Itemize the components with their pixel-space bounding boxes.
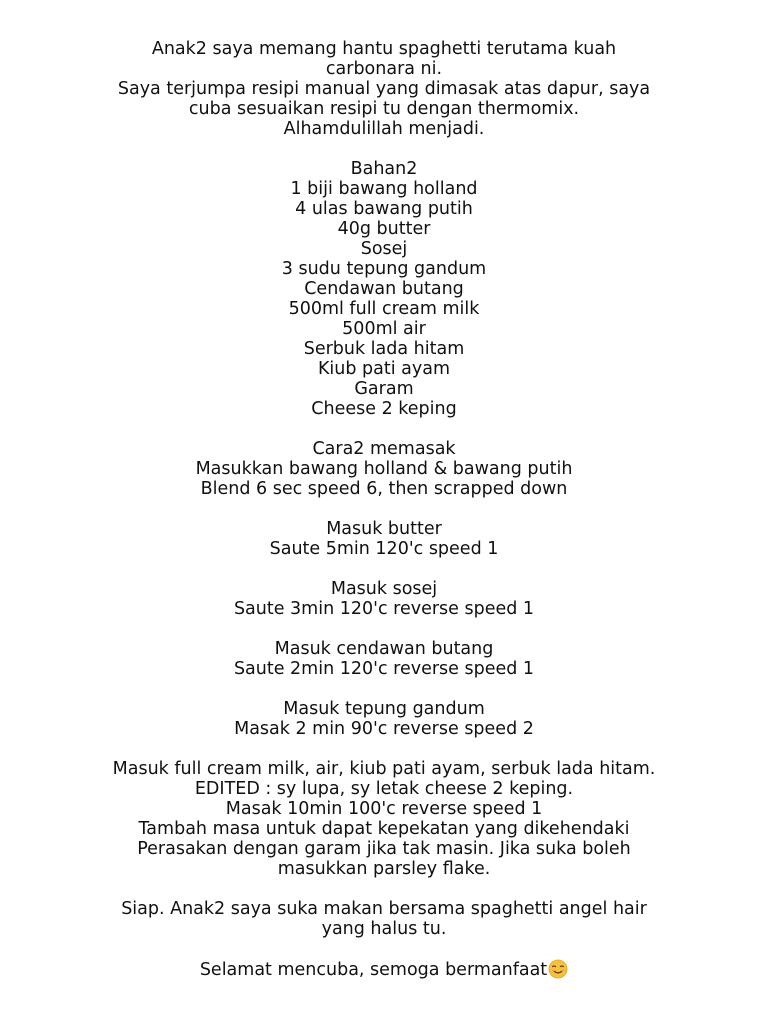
ingredient-item: 500ml air	[342, 319, 426, 339]
recipe-document	[0, 39, 768, 979]
ingredient-item: Cheese 2 keping	[311, 399, 457, 419]
method-step-line: Saute 3min 120'c reverse speed 1	[233, 599, 535, 619]
method-step-line: EDITED : sy lupa, sy letak cheese 2 keping.	[194, 779, 574, 799]
intro-line: Saya terjumpa resipi manual yang dimasak atas dapur, saya	[117, 79, 651, 99]
method-step-line: Masuk full cream milk, air, kiub pati ayam, serbuk lada hitam.	[112, 759, 656, 779]
ingredient-item: Garam	[354, 379, 414, 399]
method-step-line: Masak 2 min 90'c reverse speed 2	[234, 719, 534, 739]
blank-line	[0, 139, 768, 159]
method-step-line: Perasakan dengan garam jika tak masin. Jika suka boleh	[137, 839, 631, 859]
serving-line: Siap. Anak2 saya suka makan bersama spaghetti angel hair	[121, 899, 647, 919]
blank-line	[0, 419, 768, 439]
blank-line	[0, 679, 768, 699]
method-step-line: Saute 5min 120'c speed 1	[269, 539, 499, 559]
method-heading: Cara2 memasak	[312, 439, 456, 459]
method-step-line: Masuk tepung gandum	[283, 699, 485, 719]
method-section	[0, 439, 768, 879]
blank-line	[0, 879, 768, 899]
ingredients-heading: Bahan2	[350, 159, 418, 179]
intro-line: Alhamdulillah menjadi.	[283, 119, 485, 139]
closing-text: Selamat mencuba, semoga bermanfaat	[199, 960, 548, 980]
blank-line	[0, 739, 768, 759]
intro-line: carbonara ni.	[325, 59, 443, 79]
intro-line: cuba sesuaikan resipi tu dengan thermomix.	[188, 99, 580, 119]
ingredient-item: 3 sudu tepung gandum	[281, 259, 487, 279]
smiling-face-emoji-icon	[548, 959, 568, 979]
ingredient-item: Sosej	[360, 239, 408, 259]
intro-paragraph	[0, 39, 768, 139]
serving-line: yang halus tu.	[321, 919, 447, 939]
method-step-line: Masuk cendawan butang	[274, 639, 494, 659]
method-step-line: Masak 10min 100'c reverse speed 1	[225, 799, 543, 819]
ingredient-item: Cendawan butang	[304, 279, 464, 299]
ingredient-item: Serbuk lada hitam	[303, 339, 465, 359]
method-step-line: Masuk butter	[326, 519, 442, 539]
ingredient-item: 40g butter	[337, 219, 431, 239]
ingredient-item: 1 biji bawang holland	[290, 179, 478, 199]
blank-line	[0, 939, 768, 959]
ingredients-section	[0, 159, 768, 419]
closing-line	[0, 959, 768, 979]
blank-line	[0, 619, 768, 639]
serving-note	[0, 899, 768, 939]
method-step-line: Tambah masa untuk dapat kepekatan yang dikehendaki	[138, 819, 630, 839]
blank-line	[0, 499, 768, 519]
method-step-line: masukkan parsley flake.	[277, 859, 491, 879]
blank-line	[0, 559, 768, 579]
ingredient-item: Kiub pati ayam	[317, 359, 451, 379]
method-step-line: Masuk sosej	[330, 579, 438, 599]
method-step-line: Masukkan bawang holland & bawang putih	[195, 459, 573, 479]
method-step-line: Saute 2min 120'c reverse speed 1	[233, 659, 535, 679]
intro-line: Anak2 saya memang hantu spaghetti terutama kuah	[151, 39, 617, 59]
ingredient-item: 500ml full cream milk	[288, 299, 480, 319]
ingredient-item: 4 ulas bawang putih	[295, 199, 473, 219]
method-step-line: Blend 6 sec speed 6, then scrapped down	[200, 479, 568, 499]
